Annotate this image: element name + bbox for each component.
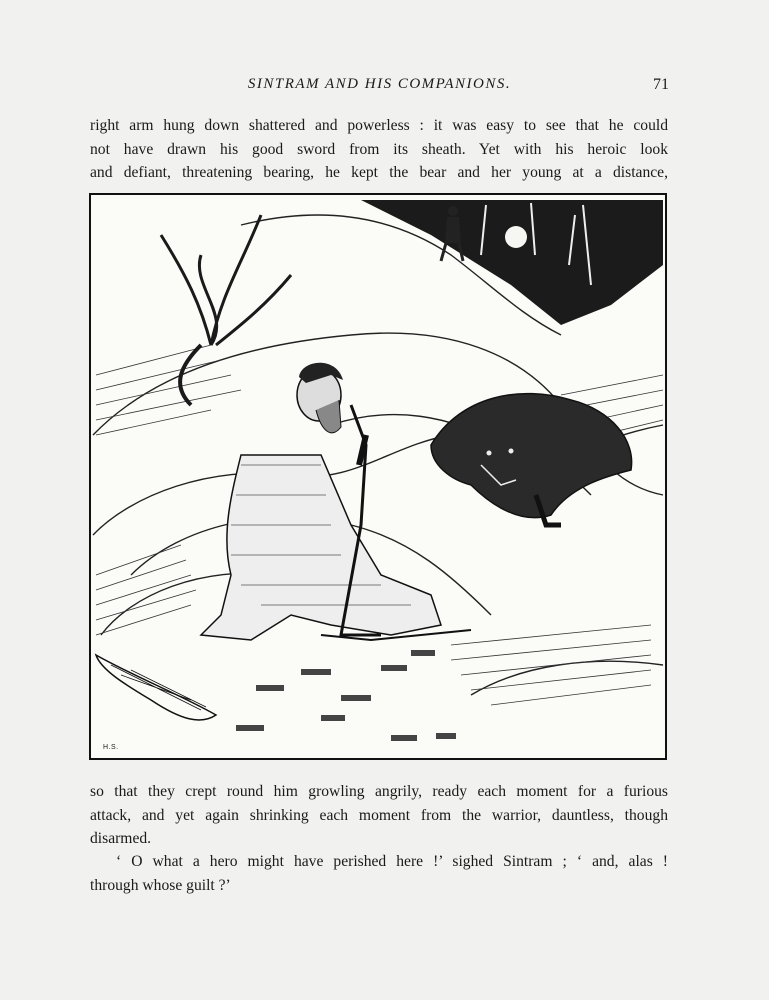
text-line: right arm hung down shattered and powerless : it was easy to see that he could [90, 117, 668, 134]
paragraph-dialogue [90, 850, 668, 897]
text-line: ‘ O what a hero might have perished here !’ sighed Sintram ; ‘ and, alas ! [116, 853, 668, 870]
rock-hatching [96, 345, 663, 705]
text-line: so that they crept round him growling angrily, ready each moment for a furious [90, 783, 668, 800]
running-title: SINTRAM AND HIS COMPANIONS. [247, 76, 512, 92]
night-sky [361, 200, 663, 325]
paragraph-top [90, 114, 668, 185]
engraving-illustration [89, 193, 667, 760]
moon-icon [505, 226, 527, 248]
bear-tracks [236, 650, 456, 741]
snowshoe [96, 655, 216, 720]
page-number: 71 [653, 76, 669, 93]
text-line: attack, and yet again shrinking each moment from the warrior, dauntless, though [90, 806, 668, 824]
warrior-figure [201, 363, 471, 640]
text-line: not have drawn his good sword from its sheath. Yet with his heroic look [90, 140, 668, 158]
artist-initials: H.S. [103, 744, 119, 751]
text-line: through whose guilt ?’ [90, 876, 231, 894]
paragraph-bottom [90, 780, 668, 851]
text-line: and defiant, threatening bearing, he kept the bear and her young at a distance, [90, 164, 668, 181]
illustration-drawing [91, 195, 665, 758]
bear [431, 394, 632, 525]
text-line: disarmed. [90, 830, 152, 847]
